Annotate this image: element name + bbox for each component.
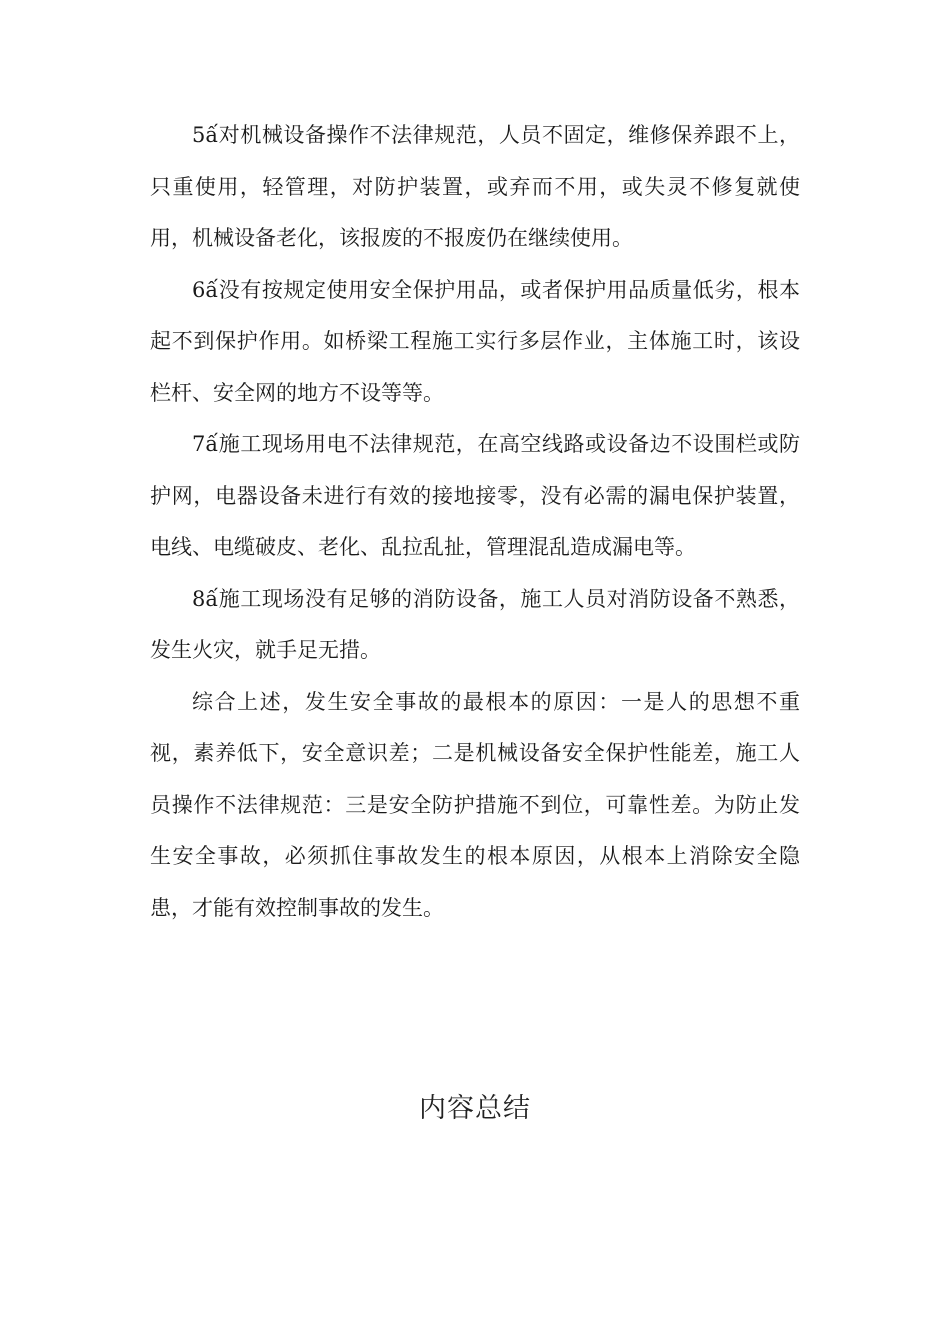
paragraph-6: 6ấ没有按规定使用安全保护用品，或者保护用品质量低劣，根本起不到保护作用。如桥梁工程施工实行多层作业，主体施工时，该设栏杆、安全网的地方不设等等。 (150, 277, 800, 405)
paragraph-5: 5ấ对机械设备操作不法律规范，人员不固定，维修保养跟不上，只重使用，轻管理，对防护装置，或弃而不用，或失灵不修复就使用，机械设备老化，该报废的不报废仍在继续使用。 (150, 123, 800, 250)
paragraph-7: 7ấ施工现场用电不法律规范，在高空线路或设备边不设围栏或防护网，电器设备未进行有效的接地接零，没有必需的漏电保护装置，电线、电缆破皮、老化、乱拉乱扯，管理混乱造成漏电等。 (150, 432, 800, 559)
body-text (150, 110, 800, 934)
summary-heading: 内容总结 (419, 1093, 531, 1124)
paragraph-conclusion: 综合上述，发生安全事故的最根本的原因：一是人的思想不重视，素养低下，安全意识差；二是机械设备安全保护性能差，施工人员操作不法律规范：三是安全防护措施不到位，可靠性差。为防止发生安全事故，必须抓住事故发生的根本原因，从根本上消除安全隐患，才能有效控制事故的发生。 (150, 689, 800, 920)
paragraph-8: 8ấ施工现场没有足够的消防设备，施工人员对消防设备不熟悉，发生火灾，就手足无措。 (150, 586, 800, 662)
